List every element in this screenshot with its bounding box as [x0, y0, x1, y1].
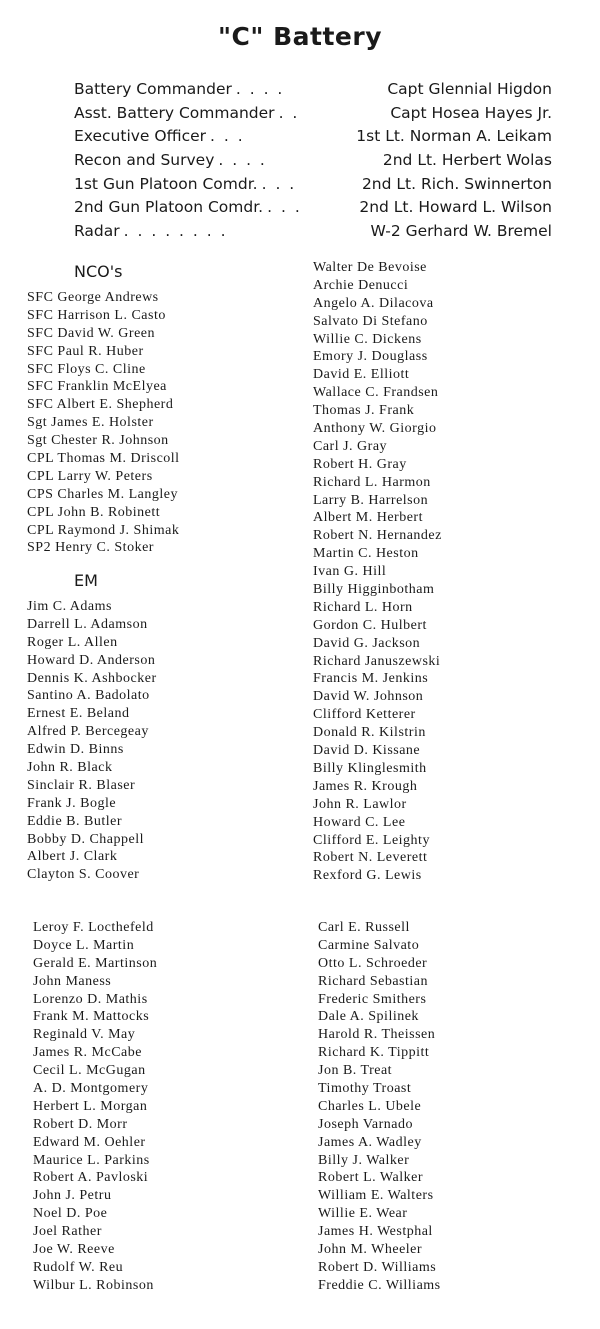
officer-role: Executive Officer: [74, 127, 207, 146]
roster-name: Cecil L. McGugan: [33, 1063, 146, 1079]
roster-name: Donald R. Kilstrin: [313, 725, 426, 741]
officer-role: Recon and Survey: [74, 151, 215, 170]
roster-name: Bobby D. Chappell: [27, 831, 144, 847]
roster-name: Richard Sebastian: [318, 973, 428, 989]
roster-name: Sinclair R. Blaser: [27, 777, 136, 793]
roster-name: CPL Raymond J. Shimak: [27, 522, 180, 538]
roster-name: Willie C. Dickens: [313, 331, 422, 347]
officer-name: 2nd Lt. Howard L. Wilson: [359, 198, 552, 217]
roster-name: Gordon C. Hulbert: [313, 617, 427, 633]
roster-name: Frederic Smithers: [318, 991, 427, 1007]
officer-role: Battery Commander: [74, 80, 232, 98]
roster-name: David D. Kissane: [313, 743, 421, 759]
officer-row: [74, 173, 552, 197]
officer-row: [74, 149, 552, 173]
roster-name: Santino A. Badolato: [27, 688, 150, 704]
roster-name: Sgt Chester R. Johnson: [27, 433, 169, 449]
roster-name: Emory J. Douglass: [313, 349, 428, 365]
officer-name: W-2 Gerhard W. Bremel: [370, 222, 552, 241]
officer-name: 2nd Lt. Rich. Swinnerton: [361, 174, 552, 193]
roster-name: Wallace C. Frandsen: [313, 385, 439, 401]
officer-name: Capt Glennial Higdon: [387, 80, 552, 98]
roster-name: SFC George Andrews: [27, 290, 159, 305]
roster-name: Sgt James E. Holster: [27, 415, 154, 431]
em-heading: EM: [74, 571, 98, 590]
roster-name: Dennis K. Ashbocker: [27, 670, 157, 686]
roster-name: Charles L. Ubele: [318, 1098, 422, 1114]
roster-name: Angelo A. Dilacova: [313, 295, 434, 311]
officer-name: 1st Lt. Norman A. Leikam: [356, 127, 552, 146]
roster-name: Richard K. Tippitt: [318, 1045, 430, 1061]
roster-name: Edward M. Oehler: [33, 1134, 146, 1150]
roster-name: John R. Lawlor: [313, 796, 407, 812]
roster-name: Robert N. Hernandez: [313, 528, 442, 544]
roster-name: Willie E. Wear: [318, 1206, 408, 1222]
roster-name: Darrell L. Adamson: [27, 616, 148, 632]
officer-row: [74, 125, 552, 149]
officer-leader-dots: . . . .: [235, 80, 285, 98]
roster-name: Howard D. Anderson: [27, 652, 156, 668]
roster-name: SP2 Henry C. Stoker: [27, 540, 154, 556]
em-list-lower-left: [33, 919, 157, 1295]
roster-name: Robert D. Williams: [318, 1259, 437, 1275]
roster-name: Carl J. Gray: [313, 438, 388, 454]
roster-name: Martin C. Heston: [313, 546, 419, 562]
roster-name: Harold R. Theissen: [318, 1027, 436, 1043]
roster-name: Billy Klinglesmith: [313, 760, 427, 776]
roster-name: Larry B. Harrelson: [313, 492, 429, 508]
roster-name: CPL Larry W. Peters: [27, 468, 153, 484]
roster-name: Frank J. Bogle: [27, 795, 117, 811]
roster-name: CPL John B. Robinett: [27, 504, 161, 520]
roster-name: Carl E. Russell: [318, 920, 410, 935]
roster-name: Carmine Salvato: [318, 937, 420, 953]
roster-name: Francis M. Jenkins: [313, 671, 429, 687]
officer-row: [74, 196, 552, 220]
roster-name: John Maness: [33, 973, 112, 989]
roster-name: Robert H. Gray: [313, 456, 407, 472]
officer-row: [74, 220, 552, 244]
roster-name: Anthony W. Giorgio: [313, 421, 437, 437]
roster-name: David E. Elliott: [313, 367, 410, 383]
roster-name: Richard L. Horn: [313, 599, 413, 615]
roster-name: Robert N. Leverett: [313, 850, 428, 866]
roster-name: James R. Krough: [313, 778, 418, 794]
roster-name: John M. Wheeler: [318, 1242, 423, 1258]
roster-name: SFC Albert E. Shepherd: [27, 397, 174, 413]
nco-heading: NCO's: [74, 262, 123, 281]
officer-role: Asst. Battery Commander: [74, 103, 275, 122]
roster-name: Thomas J. Frank: [313, 403, 415, 419]
roster-name: SFC David W. Green: [27, 325, 155, 341]
roster-name: Robert L. Walker: [318, 1170, 423, 1186]
roster-name: Rudolf W. Reu: [33, 1259, 124, 1275]
roster-name: Jim C. Adams: [27, 599, 112, 614]
roster-name: Archie Denucci: [313, 277, 409, 293]
roster-name: Leroy F. Locthefeld: [33, 920, 154, 935]
roster-name: David G. Jackson: [313, 635, 421, 651]
officer-name: 2nd Lt. Herbert Wolas: [382, 151, 552, 170]
page-title: "C" Battery: [217, 22, 382, 51]
roster-name: Joe W. Reeve: [33, 1242, 115, 1258]
roster-name: Frank M. Mattocks: [33, 1009, 150, 1025]
roster-name: James H. Westphal: [318, 1224, 433, 1240]
em-list-right-upper: [313, 259, 442, 885]
roster-name: Walter De Bevoise: [313, 260, 427, 275]
roster-name: Clayton S. Coover: [27, 867, 140, 883]
roster-name: Ernest E. Beland: [27, 706, 130, 722]
roster-name: Howard C. Lee: [313, 814, 406, 830]
roster-name: Wilbur L. Robinson: [33, 1277, 154, 1293]
roster-name: Robert A. Pavloski: [33, 1170, 149, 1186]
roster-name: Freddie C. Williams: [318, 1277, 441, 1293]
roster-name: CPL Thomas M. Driscoll: [27, 451, 180, 467]
officer-leader-dots: . . .: [210, 127, 245, 146]
roster-name: John R. Black: [27, 760, 113, 776]
roster-name: SFC Paul R. Huber: [27, 343, 144, 359]
roster-name: Ivan G. Hill: [313, 564, 387, 580]
roster-name: Doyce L. Martin: [33, 937, 135, 953]
roster-name: James R. McCabe: [33, 1045, 142, 1061]
roster-name: Eddie B. Butler: [27, 813, 122, 829]
roster-name: CPS Charles M. Langley: [27, 486, 178, 502]
roster-name: Joseph Varnado: [318, 1116, 414, 1132]
roster-name: SFC Floys C. Cline: [27, 361, 146, 377]
roster-name: John J. Petru: [33, 1188, 112, 1204]
officer-name: Capt Hosea Hayes Jr.: [390, 103, 552, 122]
officer-row: [74, 78, 552, 102]
roster-name: Albert J. Clark: [27, 849, 118, 865]
officer-leader-dots: . . .: [267, 198, 302, 217]
officer-leader-dots: . . . . . . . .: [123, 222, 228, 241]
roster-name: Roger L. Allen: [27, 634, 118, 650]
roster-name: Billy Higginbotham: [313, 582, 435, 598]
roster-name: Edwin D. Binns: [27, 742, 124, 758]
officers-list: [74, 78, 552, 244]
roster-name: Herbert L. Morgan: [33, 1098, 148, 1114]
officer-row: [74, 102, 552, 126]
nco-list: [27, 289, 180, 557]
em-list-left: [27, 598, 157, 884]
roster-name: Albert M. Herbert: [313, 510, 423, 526]
roster-name: Lorenzo D. Mathis: [33, 991, 148, 1007]
officer-leader-dots: . . . .: [218, 151, 267, 170]
roster-name: Maurice L. Parkins: [33, 1152, 150, 1168]
roster-name: SFC Harrison L. Casto: [27, 307, 166, 323]
officer-leader-dots: . . .: [261, 174, 297, 193]
officer-role: 1st Gun Platoon Comdr.: [74, 174, 258, 193]
officer-leader-dots: . .: [278, 103, 300, 122]
roster-name: William E. Walters: [318, 1188, 434, 1204]
roster-name: James A. Wadley: [318, 1134, 422, 1150]
roster-name: Joel Rather: [33, 1224, 102, 1240]
roster-name: Rexford G. Lewis: [313, 868, 422, 884]
roster-name: Dale A. Spilinek: [318, 1009, 419, 1025]
roster-name: Timothy Troast: [318, 1081, 412, 1097]
roster-name: Reginald V. May: [33, 1027, 136, 1043]
roster-name: Richard Januszewski: [313, 653, 441, 669]
roster-name: Gerald E. Martinson: [33, 955, 158, 971]
roster-name: Billy J. Walker: [318, 1152, 410, 1168]
roster-name: Robert D. Morr: [33, 1116, 128, 1132]
roster-name: Otto L. Schroeder: [318, 955, 428, 971]
roster-name: David W. Johnson: [313, 689, 424, 705]
roster-name: Noel D. Poe: [33, 1206, 108, 1222]
em-list-lower-right: [318, 919, 441, 1295]
roster-name: Clifford Ketterer: [313, 707, 416, 723]
roster-name: Clifford E. Leighty: [313, 832, 430, 848]
roster-name: SFC Franklin McElyea: [27, 379, 167, 395]
roster-name: Salvato Di Stefano: [313, 313, 428, 329]
roster-name: Richard L. Harmon: [313, 474, 431, 490]
roster-name: A. D. Montgomery: [33, 1081, 149, 1097]
officer-role: 2nd Gun Platoon Comdr.: [74, 198, 264, 217]
officer-role: Radar: [74, 222, 120, 241]
roster-name: Jon B. Treat: [318, 1063, 393, 1079]
roster-name: Alfred P. Bercegeay: [27, 724, 149, 740]
